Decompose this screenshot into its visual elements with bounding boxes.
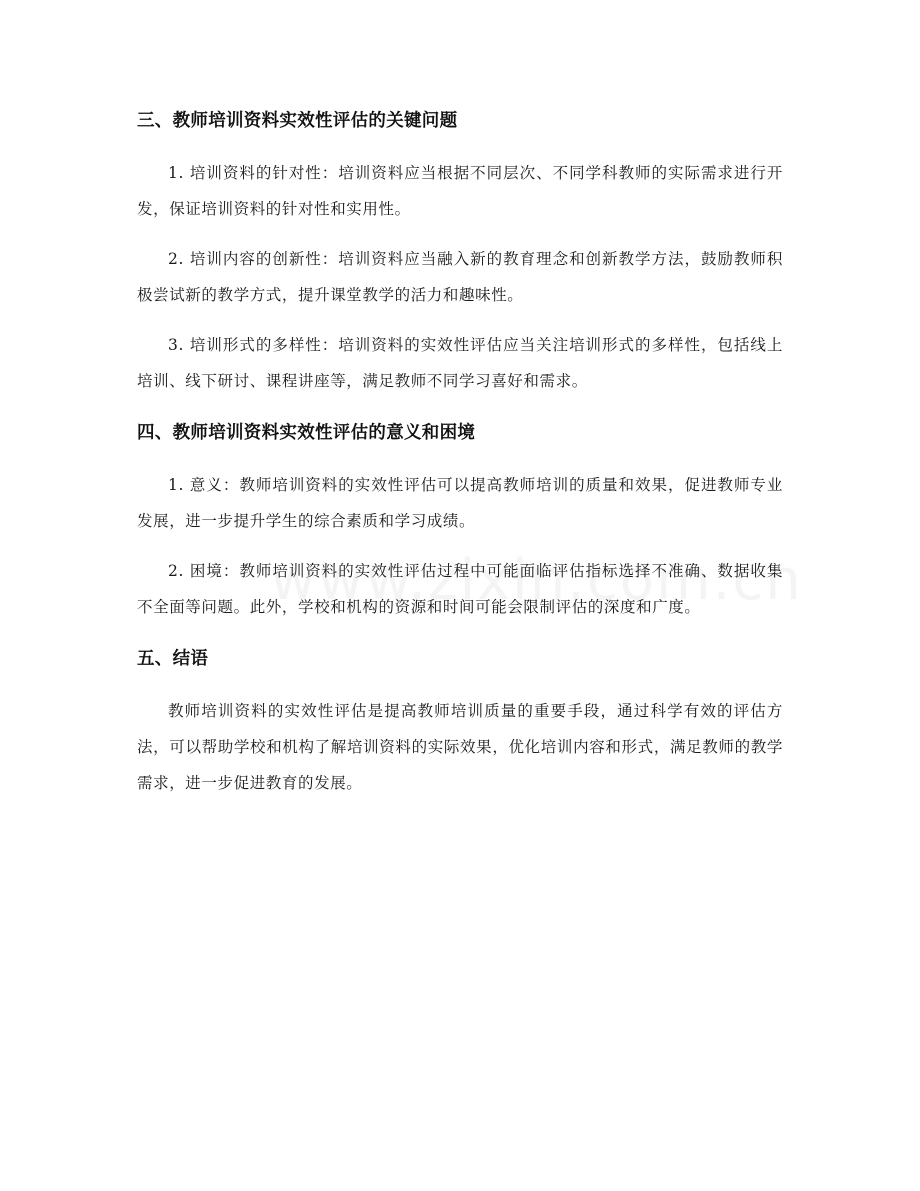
paragraph: 1. 培训资料的针对性：培训资料应当根据不同层次、不同学科教师的实际需求进行开发，保证培训资料的针对性和实用性。 <box>137 164 783 218</box>
paragraph: 1. 意义：教师培训资料的实效性评估可以提高教师培训的质量和效果，促进教师专业发展，进一步提升学生的综合素质和学习成绩。 <box>137 476 783 530</box>
section-heading-4: 四、教师培训资料实效性评估的意义和困境 <box>137 423 476 443</box>
document-body <box>137 102 783 801</box>
section-heading-3: 三、教师培训资料实效性评估的关键问题 <box>137 111 458 131</box>
section-heading-5: 五、结语 <box>137 649 209 669</box>
paragraph: 3. 培训形式的多样性：培训资料的实效性评估应当关注培训形式的多样性，包括线上培训、线下研讨、课程讲座等，满足教师不同学习喜好和需求。 <box>137 336 783 390</box>
paragraph: 2. 困境：教师培训资料的实效性评估过程中可能面临评估指标选择不准确、数据收集不全面等问题。此外，学校和机构的资源和时间可能会限制评估的深度和广度。 <box>137 562 783 616</box>
paragraph: 2. 培训内容的创新性：培训资料应当融入新的教育理念和创新教学方法，鼓励教师积极尝试新的教学方式，提升课堂教学的活力和趣味性。 <box>137 250 783 304</box>
paragraph: 教师培训资料的实效性评估是提高教师培训质量的重要手段，通过科学有效的评估方法，可以帮助学校和机构了解培训资料的实际效果，优化培训内容和形式，满足教师的教学需求，进一步促进教育的发展。 <box>137 702 783 792</box>
